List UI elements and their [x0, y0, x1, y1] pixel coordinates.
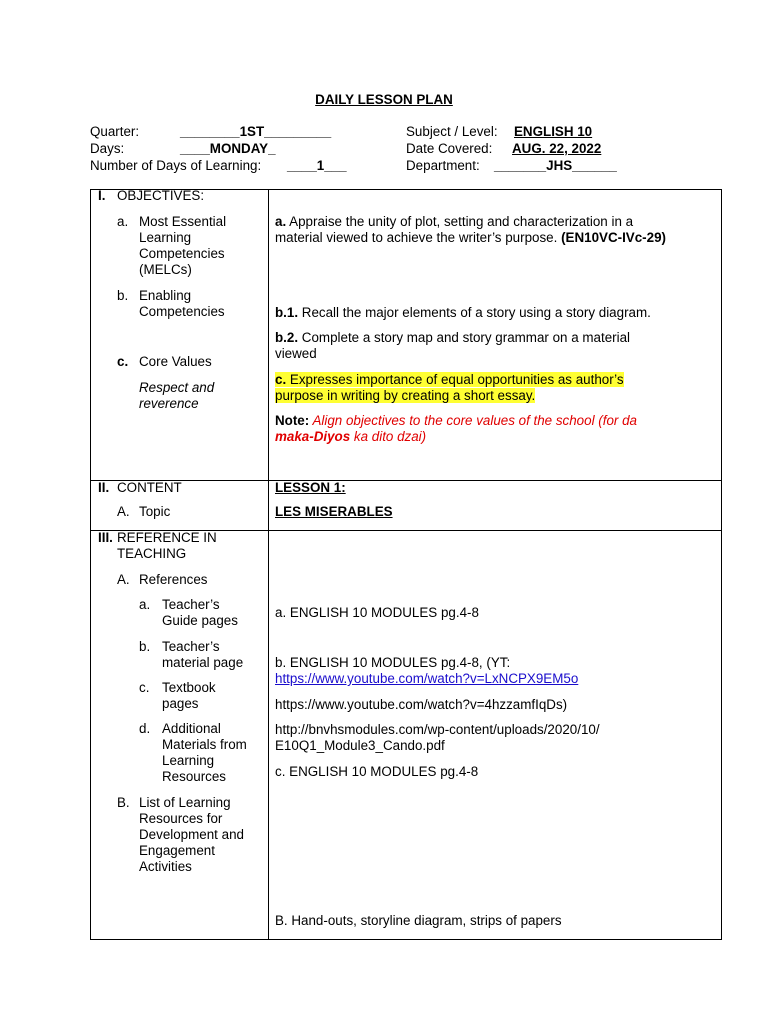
note-text: Note: Align objectives to the core values of the school (for da: [275, 413, 637, 428]
additional-materials-label: Materials from: [162, 737, 247, 752]
list-marker: a.: [117, 214, 129, 229]
reference-value: https://www.youtube.com/watch?v=4hzzamfIqDs): [275, 697, 568, 712]
objective-a-text: material viewed to achieve the writer’s purpose. (EN10VC-IVc-29): [275, 230, 666, 245]
reference-value: http://bnvhsmodules.com/wp-content/uploads/2020/10/: [275, 722, 600, 737]
learning-resources-label: Engagement: [139, 843, 215, 858]
objective-b2-text: b.2. Complete a story map and story grammar on a material: [275, 330, 630, 345]
competency-code: (EN10VC-IVc-29): [561, 230, 666, 245]
reference-value: c. ENGLISH 10 MODULES pg.4-8: [275, 764, 479, 779]
topic-label: Topic: [139, 504, 171, 519]
section-number: I.: [98, 188, 106, 203]
num-days-label: Number of Days of Learning:: [90, 158, 262, 173]
reference-value: b. ENGLISH 10 MODULES pg.4-8, (YT:: [275, 655, 511, 670]
num-days-value: ____1___: [287, 158, 347, 173]
resources-value: B. Hand-outs, storyline diagram, strips of papers: [275, 913, 562, 928]
table-border-left: [90, 189, 91, 940]
objective-c-text: purpose in writing by creating a short essay.: [275, 388, 536, 403]
quarter-label: Quarter:: [90, 124, 140, 139]
objective-b1-text: b.1. Recall the major elements of a story using a story diagram.: [275, 305, 651, 320]
quarter-value: ________1ST_________: [180, 124, 332, 139]
department-value: _______JHS______: [494, 158, 617, 173]
textbook-label: pages: [162, 696, 199, 711]
melc-label: (MELCs): [139, 262, 192, 277]
reference-heading: REFERENCE IN: [117, 530, 217, 545]
table-border-right: [721, 189, 722, 940]
teachers-guide-label: Guide pages: [162, 613, 238, 628]
teachers-material-label: material page: [162, 655, 244, 670]
section-number: III.: [98, 530, 113, 545]
learning-resources-label: Development and: [139, 827, 244, 842]
table-divider: [90, 480, 722, 481]
reference-value: E10Q1_Module3_Cando.pdf: [275, 738, 445, 753]
objectives-heading: OBJECTIVES:: [117, 188, 205, 203]
melc-label: Most Essential: [139, 214, 227, 229]
date-label: Date Covered:: [406, 141, 493, 156]
enabling-label: Competencies: [139, 304, 225, 319]
note-text: maka-Diyos ka dito dzai): [275, 429, 427, 444]
teachers-guide-label: Teacher’s: [162, 597, 220, 612]
list-marker: d.: [139, 721, 151, 736]
additional-materials-label: Learning: [162, 753, 215, 768]
references-label: References: [139, 572, 208, 587]
page-title: DAILY LESSON PLAN: [315, 92, 453, 107]
enabling-label: Enabling: [139, 288, 192, 303]
list-marker: c.: [117, 354, 129, 369]
teachers-material-label: Teacher’s: [162, 639, 220, 654]
table-column-divider: [268, 189, 269, 940]
date-value: AUG. 22, 2022: [512, 141, 602, 156]
objective-a-text: a. Appraise the unity of plot, setting and characterization in a: [275, 214, 634, 229]
content-heading: CONTENT: [117, 480, 182, 495]
list-marker: A.: [117, 504, 130, 519]
melc-label: Competencies: [139, 246, 225, 261]
melc-label: Learning: [139, 230, 192, 245]
list-marker: A.: [117, 572, 130, 587]
textbook-label: Textbook: [162, 680, 216, 695]
days-label: Days:: [90, 141, 125, 156]
additional-materials-label: Additional: [162, 721, 221, 736]
reference-value: a. ENGLISH 10 MODULES pg.4-8: [275, 605, 479, 620]
list-marker: a.: [139, 597, 151, 612]
department-label: Department:: [406, 158, 480, 173]
list-marker: B.: [117, 795, 130, 810]
youtube-link[interactable]: https://www.youtube.com/watch?v=LxNCPX9EM5o: [275, 671, 579, 686]
objective-b2-text: viewed: [275, 346, 317, 361]
objective-c-text: c. Expresses importance of equal opportunities as author’s: [275, 372, 624, 387]
table-border-bottom: [90, 939, 722, 940]
days-value: ____MONDAY_: [180, 141, 276, 156]
reference-heading: TEACHING: [117, 546, 187, 561]
list-marker: c.: [139, 680, 150, 695]
core-values-label: Core Values: [139, 354, 212, 369]
list-marker: b.: [139, 639, 151, 654]
subject-value: ENGLISH 10: [514, 124, 593, 139]
list-marker: b.: [117, 288, 129, 303]
core-values-sub: Respect and: [139, 380, 215, 395]
subject-label: Subject / Level:: [406, 124, 498, 139]
learning-resources-label: List of Learning: [139, 795, 231, 810]
lesson-number: LESSON 1:: [275, 480, 346, 495]
topic-value: LES MISERABLES: [275, 504, 393, 519]
core-values-sub: reverence: [139, 396, 199, 411]
additional-materials-label: Resources: [162, 769, 227, 784]
learning-resources-label: Activities: [139, 859, 192, 874]
learning-resources-label: Resources for: [139, 811, 223, 826]
section-number: II.: [98, 480, 110, 495]
